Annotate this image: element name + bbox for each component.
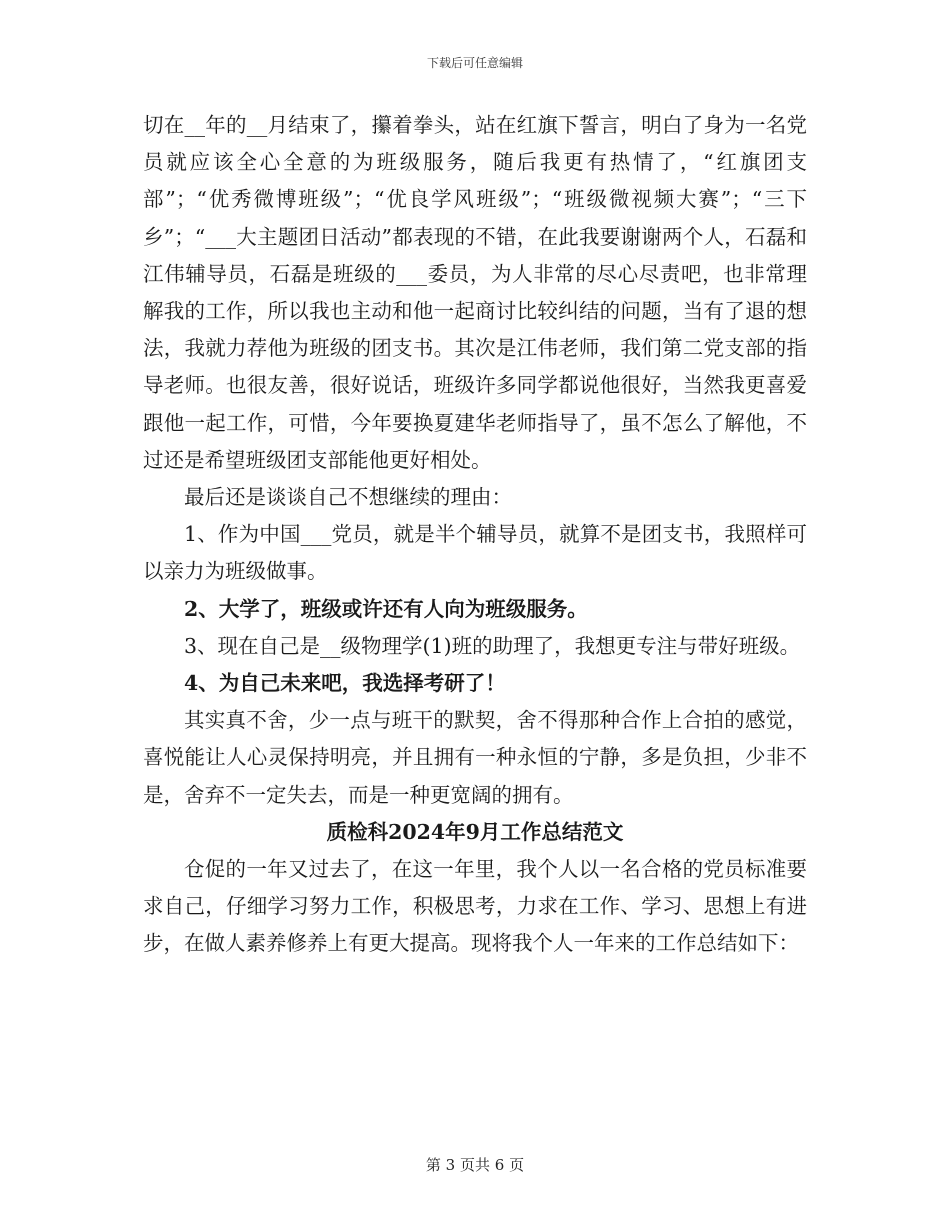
paragraph-2: 最后还是谈谈自己不想继续的理由： (184, 485, 512, 510)
section-title: 质检科2024年9月工作总结范文 (326, 819, 624, 844)
paragraph-1: 切在__年的__月结束了，攥着拳头，站在红旗下誓言，明白了身为一名党员就应该全心全意的为班级服务，随后我更有热情了，“红旗团支部”；“优秀微博班级”；“优良学风班级”；“班级微视频大赛”；“三下乡”；“___大主题团日活动”都表现的不错，在此我要谢谢两个人，石磊和江伟辅导员，石磊是班级的___委员，为人非常的尽心尽责吧，也非常理解我的工作，所以我也主动和他一起商讨比较纠结的问题，当有了退的想法，我就力荐他为班级的团支书。其次是江伟老师，我们第二党支部的指导老师。也很友善，很好说话，班级许多同学都说他很好，当然我更喜爱跟他一起工作，可惜，今年要换夏建华老师指导了，虽不怎么了解他，不过还是希望班级团支部能他更好相处。 (143, 113, 807, 472)
page-footer: 第 3 页共 6 页 (425, 1156, 525, 1174)
list-item-3: 3、现在自己是__级物理学(1)班的助理了，我想更专注与带好班级。 (184, 633, 801, 658)
list-item-1: 1、作为中国___党员，就是半个辅导员，就算不是团支书，我照样可以亲力为班级做事。 (143, 522, 807, 584)
document-body (143, 107, 807, 963)
list-item-4: 4、为自己未来吧，我选择考研了！ (184, 671, 506, 696)
list-item-2: 2、大学了，班级或许还有人向为班级服务。 (184, 596, 588, 621)
paragraph-3: 其实真不舍，少一点与班干的默契，舍不得那种合作上合拍的感觉，喜悦能让人心灵保持明亮，并且拥有一种永恒的宁静，多是负担，少非不是，舍弃不一定失去，而是一种更宽阔的拥有。 (143, 708, 807, 807)
page-header: 下载后可任意编辑 (426, 56, 523, 70)
paragraph-4: 仓促的一年又过去了，在这一年里，我个人以一名合格的党员标准要求自己，仔细学习努力工作，积极思考，力求在工作、学习、思想上有进步，在做人素养修养上有更大提高。现将我个人一年来的工作总结如下： (143, 857, 807, 956)
